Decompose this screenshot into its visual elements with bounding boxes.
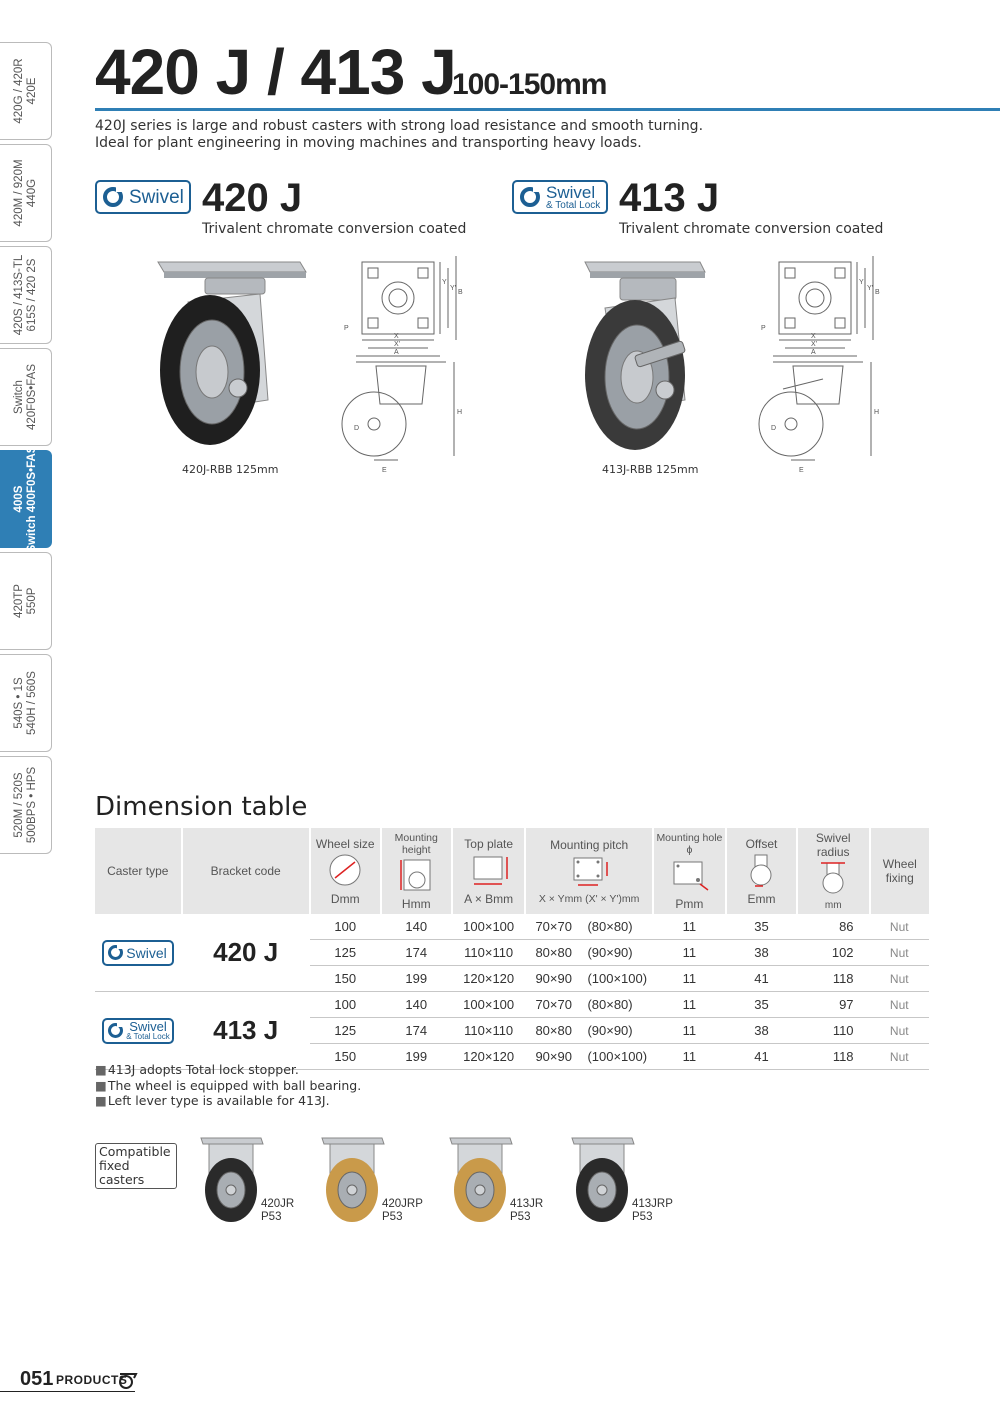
mounting-height-cell: 140 — [381, 914, 452, 940]
col-top-plate — [452, 828, 526, 914]
note-item: ■ Left lever type is available for 413J. — [95, 1093, 361, 1109]
wheel-size-cell: 125 — [310, 940, 381, 966]
col-mounting-height — [381, 828, 452, 914]
col-bracket-code: Bracket code — [182, 828, 310, 914]
caster-type-cell — [95, 914, 182, 992]
mounting-pitch-cell: 70×70 (80×80) — [525, 914, 652, 940]
top-plate-cell: 120×120 — [452, 1044, 526, 1070]
fixed-caster-photo — [195, 1132, 267, 1224]
wheel-size-cell: 100 — [310, 992, 381, 1018]
dim-label-d: D — [354, 425, 360, 432]
dim-label-e: E — [799, 467, 804, 474]
bracket-code-cell: 420 J — [182, 914, 310, 992]
swivel-icon — [520, 187, 540, 207]
top-plate-cell: 120×120 — [452, 966, 526, 992]
wheel-fixing-cell: Nut — [870, 914, 929, 940]
col-mounting-pitch-label: Mounting pitch — [550, 837, 629, 852]
mounting-height-cell: 174 — [381, 1018, 452, 1044]
compatible-fixed-casters-label — [95, 1143, 177, 1189]
mounting-hole-icon — [666, 856, 712, 894]
sidebar-tab[interactable] — [0, 654, 52, 752]
mounting-hole-cell: 11 — [653, 1044, 726, 1070]
brand-logo-icon — [116, 1370, 138, 1390]
col-wheel-fixing: Wheel fixing — [870, 828, 929, 914]
col-mounting-pitch — [525, 828, 652, 914]
mounting-height-icon — [396, 856, 436, 894]
col-mounting-hole-unit: Pmm — [675, 896, 704, 911]
photo-caption-420j: 420J-RBB 125mm — [182, 463, 279, 476]
dim-label-d: D — [771, 425, 777, 432]
swivel-radius-icon — [813, 859, 853, 897]
col-top-plate-unit: A × Bmm — [464, 891, 514, 906]
col-wheel-size-unit: Dmm — [330, 891, 360, 906]
offset-icon — [741, 851, 781, 889]
mounting-hole-cell: 11 — [653, 940, 726, 966]
dim-label-x: X — [394, 333, 399, 340]
mounting-height-cell: 174 — [381, 940, 452, 966]
swivel-radius-cell: 97 — [797, 992, 870, 1018]
dim-label-p: P — [761, 325, 766, 332]
offset-cell: 41 — [726, 1044, 797, 1070]
mounting-pitch-cell: 80×80 (90×90) — [525, 940, 652, 966]
fixed-caster-caption — [382, 1198, 423, 1224]
mounting-height-cell: 199 — [381, 1044, 452, 1070]
sidebar-tab-label: 540S • 1S 540H / 560S — [12, 671, 38, 735]
sidebar-tab-label: 420M / 920M 440G — [12, 159, 38, 227]
swivel-radius-cell: 118 — [797, 1044, 870, 1070]
mounting-height-cell: 140 — [381, 992, 452, 1018]
note-item: ■ The wheel is equipped with ball bearing. — [95, 1078, 361, 1094]
top-plate-cell: 110×110 — [452, 940, 526, 966]
dim-label-a: A — [811, 349, 816, 356]
intro-line-1: 420J series is large and robust casters with strong load resistance and smooth turning. — [95, 118, 704, 134]
fixed-caster-code: 420JRP — [382, 1198, 423, 1210]
mounting-height-cell: 199 — [381, 966, 452, 992]
col-wheel-size — [310, 828, 381, 914]
fixed-caster-page-ref[interactable]: P53 — [382, 1211, 403, 1223]
col-swivel-radius — [797, 828, 870, 914]
swivel-radius-cell: 102 — [797, 940, 870, 966]
sidebar-tab[interactable] — [0, 552, 52, 650]
col-swivel-radius-unit: mm — [824, 900, 842, 911]
badge-main-label: Swivel — [546, 182, 596, 202]
wheel-size-cell: 150 — [310, 966, 381, 992]
mounting-hole-cell: 11 — [653, 914, 726, 940]
swivel-badge — [95, 180, 191, 214]
dimension-table — [95, 828, 929, 1070]
offset-cell: 41 — [726, 966, 797, 992]
col-wheel-size-label: Wheel size — [315, 836, 375, 851]
col-mounting-height-label: Mounting height — [394, 831, 438, 856]
footer-rule — [0, 1391, 135, 1392]
table-row — [95, 992, 929, 1018]
model-420j: 420 J — [202, 176, 303, 220]
badge-label — [546, 184, 600, 211]
fixed-caster-caption — [261, 1198, 294, 1224]
wheel-fixing-cell: Nut — [870, 1018, 929, 1044]
title-divider — [95, 108, 1000, 111]
caster-photo-413j — [575, 250, 710, 460]
sidebar-tab-label: 400S Switch 400F0S•FAS — [12, 445, 38, 553]
sidebar-tab[interactable] — [0, 445, 52, 553]
page-number: 051 — [20, 1368, 54, 1390]
fixed-caster-code: 413JRP — [632, 1198, 673, 1210]
mounting-pitch-icon — [566, 852, 612, 890]
sidebar-tab[interactable] — [0, 348, 52, 446]
finish-413j: Trivalent chromate conversion coated — [619, 221, 884, 237]
dim-label-y: Y — [442, 279, 447, 286]
swivel-total-lock-badge — [102, 1018, 174, 1044]
mounting-pitch-cell: 80×80 (90×90) — [525, 1018, 652, 1044]
sidebar-tab-label: 520M / 520S 500BPS • HPS — [12, 766, 38, 844]
fixed-caster-photo — [566, 1132, 638, 1224]
fixed-caster-page-ref[interactable]: P53 — [510, 1211, 531, 1223]
wheel-fixing-cell: Nut — [870, 992, 929, 1018]
bracket-code-cell: 413 J — [182, 992, 310, 1070]
caster-type-cell — [95, 992, 182, 1070]
swivel-icon — [108, 1023, 123, 1038]
col-caster-type: Caster type — [95, 828, 182, 914]
dim-label-p: P — [344, 325, 349, 332]
fixed-caster-page-ref[interactable]: P53 — [632, 1211, 653, 1223]
table-row — [95, 914, 929, 940]
sidebar-tab-label: 420TP 550P — [12, 584, 38, 618]
dim-label-b: B — [458, 289, 463, 296]
mounting-pitch-cell: 90×90 (100×100) — [525, 966, 652, 992]
mounting-hole-cell: 11 — [653, 1018, 726, 1044]
dimension-drawing-420j — [336, 254, 466, 479]
fixed-caster-code: 413JR — [510, 1198, 544, 1210]
finish-420j: Trivalent chromate conversion coated — [202, 221, 467, 237]
swivel-icon — [108, 945, 123, 960]
dim-label-x: X — [811, 333, 816, 340]
sidebar-tab[interactable] — [0, 246, 52, 344]
sidebar-tab[interactable] — [0, 144, 52, 242]
top-plate-cell: 100×100 — [452, 992, 526, 1018]
page-title: 420 J / 413 J — [95, 36, 456, 108]
mounting-pitch-cell: 90×90 (100×100) — [525, 1044, 652, 1070]
dim-label-b: B — [875, 289, 880, 296]
model-413j: 413 J — [619, 176, 720, 220]
note-item: ■ 413J adopts Total lock stopper. — [95, 1062, 361, 1078]
fixed-caster-photo — [444, 1132, 516, 1224]
swivel-total-lock-badge — [512, 180, 608, 214]
sidebar-tab-label: 420S / 413S-TL 615S / 420 2S — [12, 254, 38, 336]
size-range: 100-150mm — [452, 68, 607, 101]
col-top-plate-label: Top plate — [464, 836, 513, 851]
dim-label-y-prime: Y' — [450, 285, 457, 292]
dimension-drawing-413j — [753, 254, 883, 479]
dim-label-x-prime: X' — [811, 341, 818, 348]
swivel-radius-cell: 110 — [797, 1018, 870, 1044]
col-offset-unit: Emm — [747, 891, 776, 906]
compatible-label-line-1: Compatible — [99, 1144, 171, 1159]
intro-line-2: Ideal for plant engineering in moving machines and transporting heavy loads. — [95, 135, 642, 151]
sidebar-tab[interactable] — [0, 42, 52, 140]
intro-text — [95, 118, 703, 152]
fixed-caster-caption — [632, 1198, 673, 1224]
badge-label: Swivel & Total Lock — [126, 1019, 170, 1041]
top-plate-icon — [466, 851, 512, 889]
dim-label-a: A — [394, 349, 399, 356]
top-plate-cell: 100×100 — [452, 914, 526, 940]
wheel-size-cell: 125 — [310, 1018, 381, 1044]
caster-photo-420j — [150, 250, 320, 460]
sidebar-tab[interactable] — [0, 756, 52, 854]
offset-cell: 38 — [726, 1018, 797, 1044]
fixed-caster-page-ref[interactable]: P53 — [261, 1211, 282, 1223]
dim-label-h: H — [457, 409, 463, 416]
col-mounting-hole-label: Mounting hole ϕ — [656, 831, 723, 856]
photo-caption-413j: 413J-RBB 125mm — [602, 463, 699, 476]
col-offset-label: Offset — [745, 836, 778, 851]
wheel-size-cell: 100 — [310, 914, 381, 940]
wheel-size-cell: 150 — [310, 1044, 381, 1070]
fixed-caster-code: 420JR — [261, 1198, 295, 1210]
wheel-size-icon — [325, 851, 365, 889]
wheel-fixing-cell: Nut — [870, 966, 929, 992]
dim-label-y-prime: Y' — [867, 285, 874, 292]
sidebar-tab-label: Switch 420F0S•FAS — [12, 363, 38, 431]
sidebar-tab-label: 420G / 420R 420E — [12, 58, 38, 124]
notes — [95, 1062, 361, 1109]
swivel-radius-cell: 86 — [797, 914, 870, 940]
wheel-fixing-cell: Nut — [870, 940, 929, 966]
wheel-fixing-cell: Nut — [870, 1044, 929, 1070]
fixed-caster-caption — [510, 1198, 543, 1224]
col-mounting-height-unit: Hmm — [401, 896, 431, 911]
swivel-radius-cell: 118 — [797, 966, 870, 992]
mounting-hole-cell: 11 — [653, 966, 726, 992]
offset-cell: 35 — [726, 914, 797, 940]
dim-label-h: H — [874, 409, 880, 416]
col-swivel-radius-label: Swivel radius — [815, 831, 851, 859]
section-label: PRODUCTS — [56, 1373, 128, 1387]
badge-label: Swivel — [129, 186, 184, 208]
dimension-table-title: Dimension table — [95, 792, 308, 822]
offset-cell: 35 — [726, 992, 797, 1018]
swivel-icon — [103, 187, 123, 207]
col-mounting-hole — [653, 828, 726, 914]
mounting-hole-cell: 11 — [653, 992, 726, 1018]
col-mounting-pitch-unit: X × Ymm (X' × Y')mm — [538, 892, 640, 905]
dim-label-e: E — [382, 467, 387, 474]
dim-label-x-prime: X' — [394, 341, 401, 348]
swivel-badge — [102, 940, 174, 966]
compatible-label-line-2: fixed casters — [99, 1158, 145, 1187]
dim-label-y: Y — [859, 279, 864, 286]
badge-sub-label: & Total Lock — [546, 199, 601, 211]
col-offset — [726, 828, 797, 914]
offset-cell: 38 — [726, 940, 797, 966]
top-plate-cell: 110×110 — [452, 1018, 526, 1044]
mounting-pitch-cell: 70×70 (80×80) — [525, 992, 652, 1018]
fixed-caster-photo — [316, 1132, 388, 1224]
badge-label: Swivel — [126, 944, 167, 961]
